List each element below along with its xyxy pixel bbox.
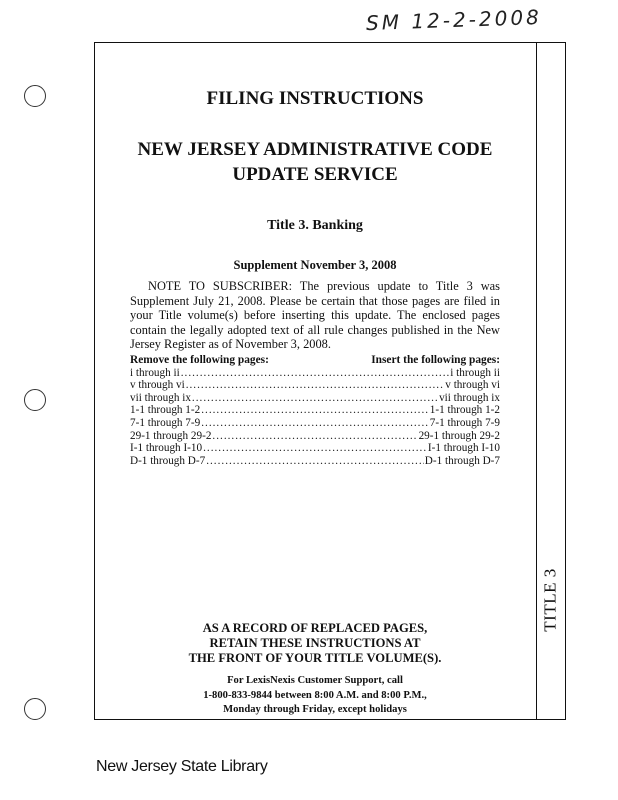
table-row [130, 455, 500, 468]
punch-hole-top [24, 85, 46, 107]
record-line-3: THE FRONT OF YOUR TITLE VOLUME(S). [188, 651, 442, 665]
subscriber-note [130, 279, 500, 352]
insert-pages: 7-1 through 7-9 [429, 416, 500, 429]
dot-leader [212, 430, 417, 443]
remove-pages: 29-1 through 29-2 [130, 429, 212, 442]
remove-pages: i through ii [130, 366, 180, 379]
dot-leader [201, 404, 429, 417]
table-row [130, 367, 500, 380]
insert-pages: i through ii [450, 366, 500, 379]
punch-hole-middle [24, 389, 46, 411]
insert-pages: vii through ix [439, 391, 500, 404]
customer-support [130, 674, 500, 718]
main-title-line-1: NEW JERSEY ADMINISTRATIVE CODE [137, 139, 493, 160]
punch-hole-bottom [24, 698, 46, 720]
dot-leader [201, 417, 429, 430]
table-row [130, 392, 500, 405]
support-line-3: Monday through Friday, except holidays [223, 704, 407, 715]
table-row [130, 430, 500, 443]
dot-leader [192, 392, 438, 405]
remove-pages: 1-1 through 1-2 [130, 404, 201, 417]
dot-leader [206, 455, 424, 468]
support-line-2: 1-800-833-9844 between 8:00 A.M. and 8:00 P.M., [203, 689, 427, 701]
insert-pages: 29-1 through 29-2 [418, 429, 500, 442]
table-row [130, 404, 500, 417]
spine-label-text: TITLE 3 [541, 568, 561, 632]
table-row [130, 417, 500, 430]
insert-pages: 1-1 through 1-2 [429, 404, 500, 417]
subscriber-note-text: NOTE TO SUBSCRIBER: The previous update to Title 3 was Supplement July 21, 2008. Please be certain that those pages are filed in your Title volume(s) before inserting this update. The enclosed pages contain the legally adopted text of all rule changes published in the New Jersey Register as of November 3, 2008. [130, 279, 500, 352]
remove-pages: vii through ix [130, 391, 191, 404]
spine-label [538, 520, 564, 680]
record-line-1: AS A RECORD OF REPLACED PAGES, [202, 621, 428, 635]
table-row [130, 379, 500, 392]
title-subject: Title 3. Banking [267, 218, 363, 233]
record-line-2: RETAIN THESE INSTRUCTIONS AT [209, 636, 421, 650]
record-instructions [130, 621, 500, 666]
library-stamp: New Jersey State Library [96, 758, 268, 775]
supplement-date: Supplement November 3, 2008 [233, 258, 397, 272]
page-replacement-table [130, 354, 500, 467]
document-title: FILING INSTRUCTIONS [206, 88, 424, 109]
dot-leader [186, 379, 445, 392]
remove-pages: v through vi [130, 379, 185, 392]
remove-pages: 7-1 through 7-9 [130, 416, 201, 429]
table-header [130, 354, 500, 367]
insert-pages: I-1 through I-10 [427, 442, 500, 455]
dot-leader [203, 442, 427, 455]
support-line-1: For LexisNexis Customer Support, call [227, 675, 403, 686]
table-row [130, 442, 500, 455]
spine-divider [536, 42, 537, 720]
dot-leader [181, 367, 450, 380]
remove-pages: D-1 through D-7 [130, 454, 206, 467]
remove-pages: I-1 through I-10 [130, 442, 203, 455]
remove-header: Remove the following pages: [130, 354, 269, 366]
insert-pages: v through vi [445, 379, 500, 392]
insert-pages: D-1 through D-7 [424, 454, 500, 467]
insert-header: Insert the following pages: [371, 354, 500, 366]
handwritten-note: SM 12-2-2008 [365, 4, 543, 36]
main-title [130, 137, 500, 187]
main-title-line-2: UPDATE SERVICE [232, 164, 398, 185]
